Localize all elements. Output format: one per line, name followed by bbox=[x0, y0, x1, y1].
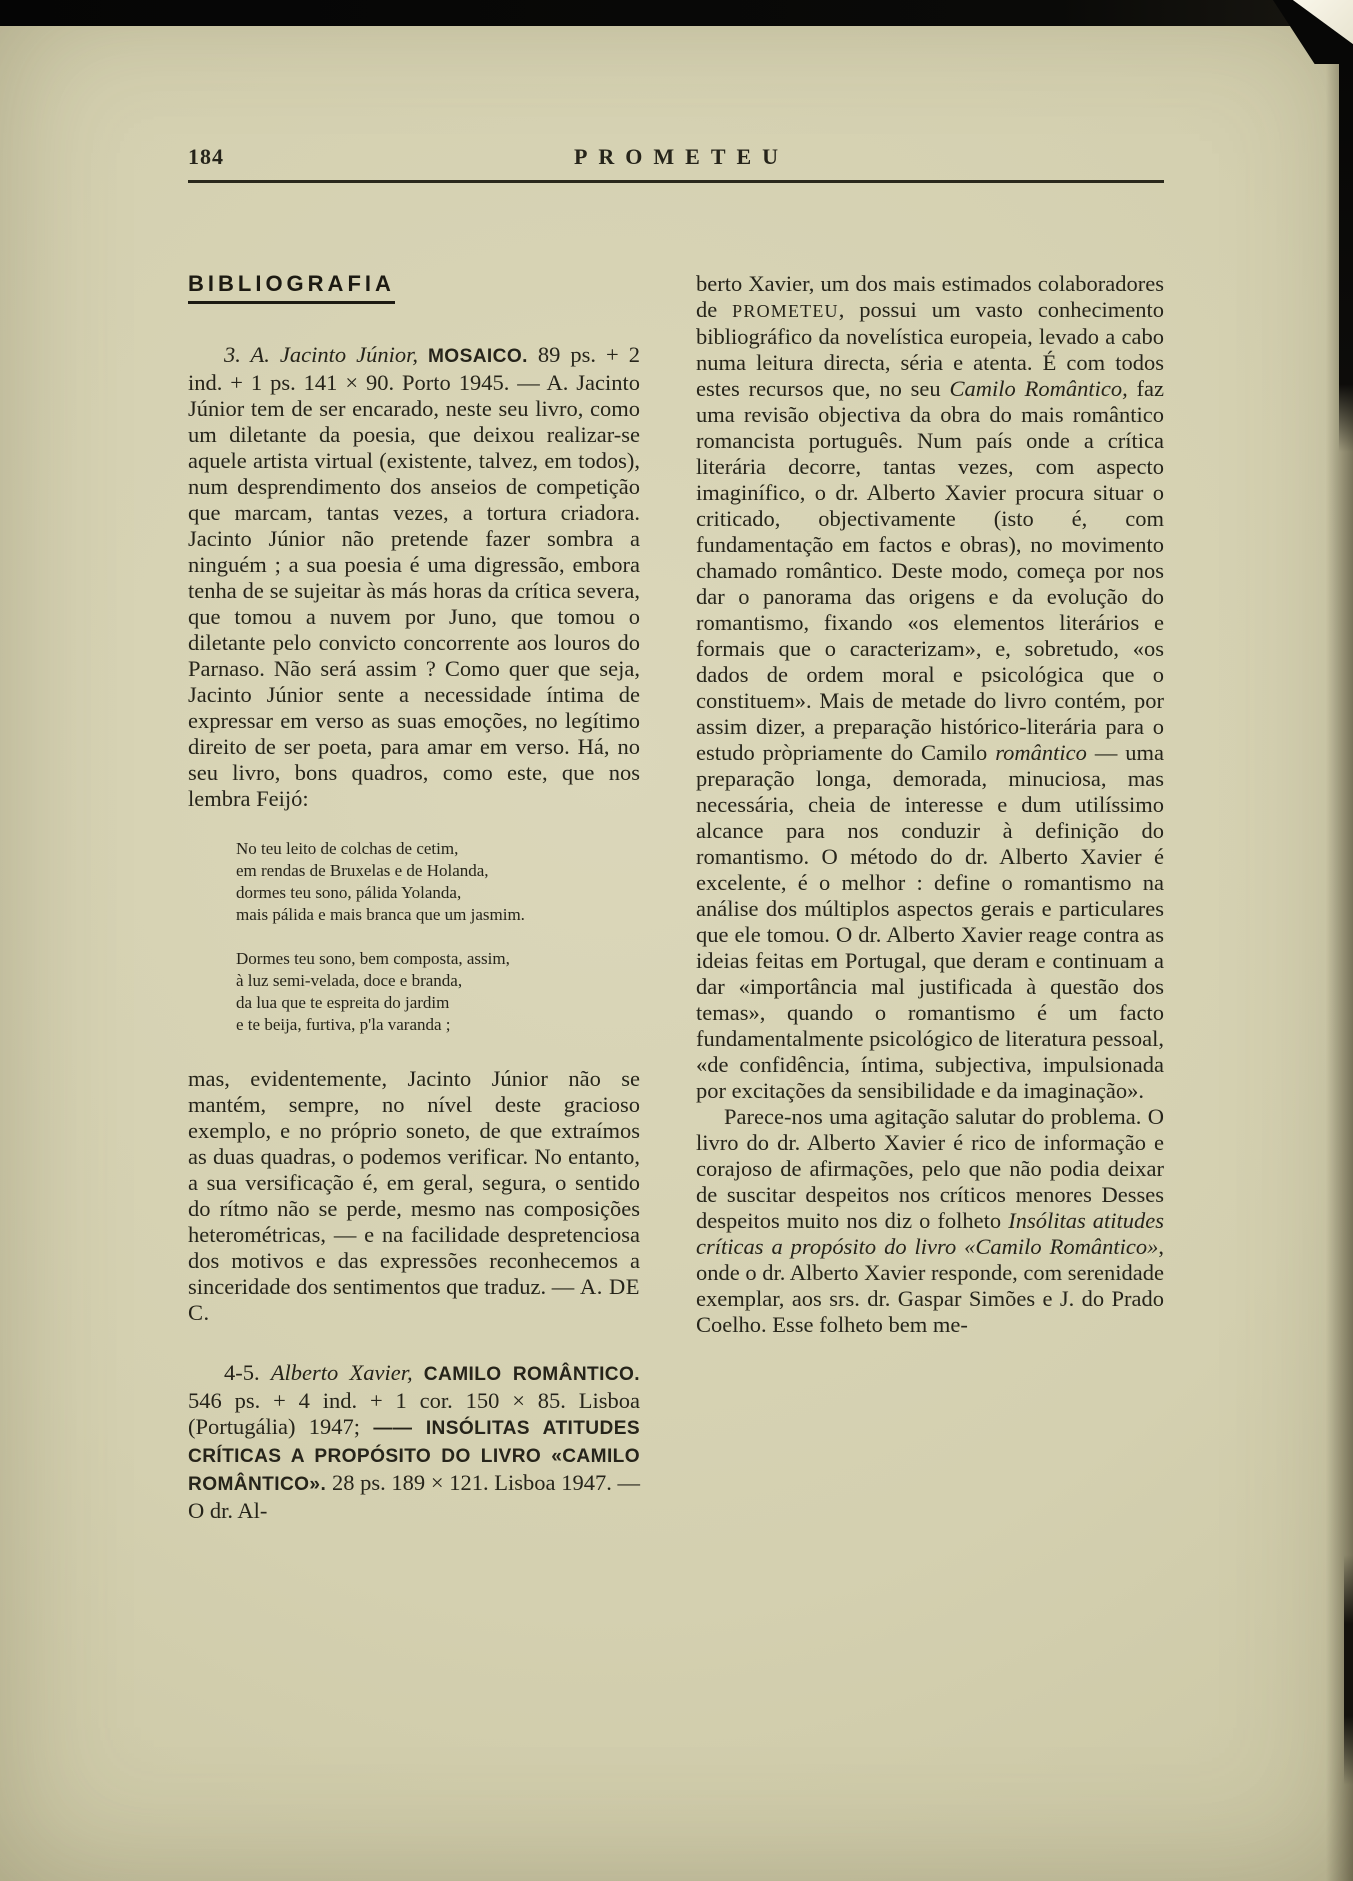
entry-3-continuation bbox=[188, 1066, 640, 1326]
verse-line: dormes teu sono, pálida Yolanda, bbox=[236, 883, 462, 902]
review-text: , onde o dr. Alberto Xavier responde, com serenidade exemplar, aos srs. dr. Gaspar Simões e J. do Prado Coelho. Esse folheto bem me- bbox=[696, 1234, 1164, 1337]
verse-line: mais pálida e mais branca que um jasmim. bbox=[236, 905, 525, 924]
review-text: berto Xavier, um dos mais estimados colaboradores de bbox=[696, 271, 1164, 322]
review-text: Parece-nos uma agitação salutar do problema. O livro do dr. Alberto Xavier é rico de informação e corajoso de afirmações, pelo que não podia deixar de suscitar despeitos nos críticos menores Desses despeitos muito nos diz o folheto bbox=[696, 1104, 1164, 1233]
entry-book-title: MOSAICO. bbox=[427, 346, 538, 367]
verse-quote-1 bbox=[236, 838, 640, 926]
two-column-layout bbox=[188, 271, 1164, 1524]
entry-review-text: A. Jacinto Júnior tem de ser encarado, neste seu livro, como um diletante da poesia, que deixou realizar-se aquele artista virtual (existente, talvez, em todos), num desprendimento dos anseios de competição que marcam, tantas vezes, a tortura criadora. Jacinto Júnior não pretende fazer sombra a ninguém ; a sua poesia é uma digressão, embora tenha de se sujeitar às más horas da crítica severa, que tomou a nuvem por Juno, que tomou o diletante pelo convicto concorrente aos louros do Parnaso. Não será assim ? Como quer que seja, Jacinto Júnior sente a necessidade íntima de expressar em verso as suas emoções, no legítimo direito de ser poeta, para amar em verso. Há, no seu livro, bons quadros, como este, que nos lembra Feijó: bbox=[188, 370, 641, 811]
entry-author: A. Jacinto Júnior, bbox=[250, 342, 428, 367]
review-paragraph-2 bbox=[696, 1104, 1164, 1338]
book-title-italic: Camilo Romântico, bbox=[949, 376, 1128, 401]
journal-name-smallcaps: PROMETEU bbox=[732, 301, 839, 321]
journal-title: PROMETEU bbox=[573, 144, 790, 169]
verse-line: Dormes teu sono, bem composta, assim, bbox=[236, 949, 510, 968]
header-rule bbox=[188, 180, 1164, 183]
page-curl-corner bbox=[1273, 0, 1353, 64]
review-text: faz uma revisão objectiva da obra do mais romântico romancista português. Num país onde a crítica literária decorre, tantas vezes, com aspecto imaginífico, o dr. Alberto Xavier procura situar o criticado, objectivamente (isto é, com fundamentação em factos e obras), no movimento chamado romântico. Deste modo, começa por nos dar o panorama das origens e da evolução do romantismo, fixando «os elementos literários e formais que o caracterizam», e, sobretudo, «os dados de ordem moral e psicológica que o constituem». Mais de metade do livro contém, por assim dizer, a preparação histórico-literária para o estudo pròpriamente do Camilo bbox=[696, 376, 1165, 765]
bibliography-entry-3 bbox=[188, 342, 640, 812]
pamphlet-title-italic: Insólitas atitudes críticas a propósito do livro «Camilo Romântico» bbox=[696, 1208, 1164, 1259]
verse-quote-2 bbox=[236, 948, 640, 1036]
entry-number: 3. bbox=[224, 342, 251, 367]
verse-line: em rendas de Bruxelas e de Holanda, bbox=[236, 861, 489, 880]
left-column bbox=[188, 271, 640, 1524]
entry-book-title: CAMILO ROMÂNTICO. bbox=[423, 1364, 640, 1385]
entry-details: 28 ps. 189 × 121. Lisboa 1947. — O dr. Al- bbox=[188, 1470, 641, 1523]
scan-artifact-right-strip-top bbox=[1339, 0, 1353, 452]
entry-details: 89 ps. + 2 ind. + 1 ps. 141 × 90. Porto 1945. — bbox=[188, 342, 640, 395]
entry-details: 546 ps. + 4 ind. + 1 cor. 150 × 85. Lisboa (Portugália) 1947; bbox=[188, 1388, 640, 1439]
page-content bbox=[188, 144, 1164, 1524]
scan-artifact-right-strip-bottom bbox=[1344, 1555, 1353, 1785]
right-column bbox=[696, 271, 1164, 1524]
review-text: , possui um vasto conhecimento bibliográfico da novelística europeia, levado a cabo numa leitura directa, séria e atenta. É com todos estes recursos que, no seu bbox=[696, 297, 1164, 401]
verse-line: e te beija, furtiva, p'la varanda ; bbox=[236, 1015, 451, 1034]
verse-line: da lua que te espreita do jardim bbox=[236, 993, 450, 1012]
page-header bbox=[188, 144, 1164, 174]
section-heading: BIBLIOGRAFIA bbox=[188, 273, 395, 304]
review-paragraph-continued bbox=[696, 271, 1164, 1104]
bibliography-entry-4-5 bbox=[188, 1360, 640, 1524]
book-title-italic: romântico bbox=[995, 740, 1087, 765]
verse-line: à luz semi-velada, doce e branda, bbox=[236, 971, 463, 990]
entry-review-text: mas, evidentemente, Jacinto Júnior não se mantém, sempre, no nível deste gracioso exemplo, e no próprio soneto, de que extraímos as duas quadras, o podemos verificar. No entanto, a sua versificação é, em geral, segura, o sentido do rítmo não se perde, mesmo nas composições heterométricas, — e na facilidade despretenciosa dos motivos e das expressões reconhecemos a sinceridade dos sentimentos que traduz. — bbox=[188, 1066, 640, 1299]
verse-line: No teu leito de colchas de cetim, bbox=[236, 839, 459, 858]
page-number: 184 bbox=[188, 144, 224, 169]
scan-artifact-top-bar bbox=[0, 0, 1353, 26]
entry-book-title-2: —— INSÓLITAS ATITUDES CRÍTICAS A PROPÓSITO DO LIVRO «CAMILO ROMÂNTICO». bbox=[188, 1418, 640, 1495]
reviewer-signature: A. DE C. bbox=[188, 1274, 640, 1325]
review-text: — uma preparação longa, demorada, minuciosa, mas necessária, cheia de interesse e dum utilíssimo alcance para nos conduzir à definição do romantismo. O método do dr. Alberto Xavier é excelente, é o melhor : define o romantismo na análise dos múltiplos aspectos gerais e particulares que ele tomou. O dr. Alberto Xavier reage contra as ideias feitas em Portugal, que deram e continuam a dar «importância mal justificada à questão dos temas», quando o romantismo é um facto fundamentalmente psicológico de literatura pessoal, «de confidência, íntima, subjectiva, impulsionada por excitações da sensibilidade e da imaginação». bbox=[696, 740, 1164, 1103]
entry-number: 4-5. bbox=[224, 1360, 271, 1385]
entry-author: Alberto Xavier, bbox=[270, 1360, 424, 1385]
